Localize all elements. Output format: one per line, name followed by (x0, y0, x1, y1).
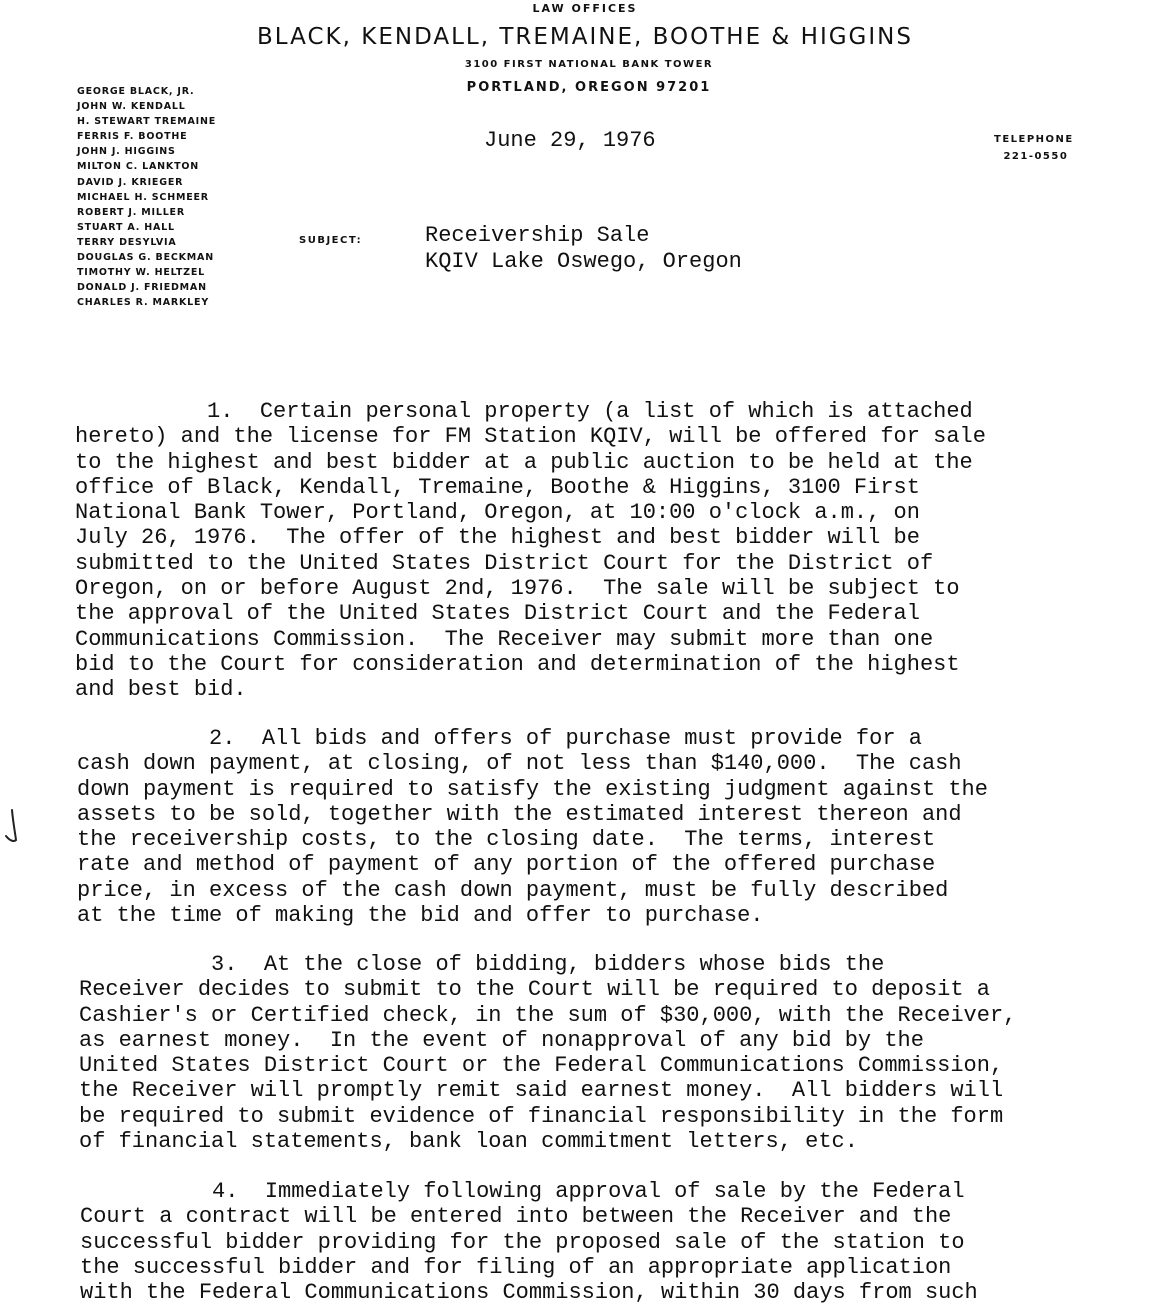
firm-address-line2: PORTLAND, OREGON 97201 (466, 80, 712, 95)
partner-list (77, 84, 216, 310)
subject-line-2: KQIV Lake Oswego, Oregon (425, 249, 742, 274)
partner-name: DAVID J. KRIEGER (77, 176, 184, 188)
firm-address-line1: 3100 FIRST NATIONAL BANK TOWER (464, 59, 714, 70)
partner-name: JOHN J. HIGGINS (77, 146, 176, 158)
partner-name: CHARLES R. MARKLEY (77, 297, 209, 309)
telephone-label: TELEPHONE (994, 134, 1074, 145)
subject-block (425, 223, 742, 275)
telephone-block (994, 131, 1074, 165)
partner-name: FERRIS F. BOOTHE (77, 131, 188, 143)
paragraph-4: 4. Immediately following approval of sale by the Federal Court a contract will be entered into between the Receiver and the successful bidder providing for the proposed sale of the station to the successful bidder and for filing of an appropriate application with the Federal Communications Commission, within 30 days from such (80, 1179, 978, 1306)
subject-label: SUBJECT: (299, 235, 363, 246)
letter-date: June 29, 1976 (484, 128, 656, 153)
partner-name: TERRY DESYLVIA (77, 236, 177, 248)
partner-name: JOHN W. KENDALL (77, 101, 186, 113)
partner-name: MILTON C. LANKTON (77, 161, 199, 173)
partner-name: H. STEWART TREMAINE (77, 116, 217, 128)
telephone-number: 221-0550 (1003, 151, 1069, 162)
partner-name: TIMOTHY W. HELTZEL (77, 267, 206, 279)
partner-name: GEORGE BLACK, JR. (77, 86, 195, 97)
partner-name: STUART A. HALL (77, 221, 175, 233)
partner-name: DONALD J. FRIEDMAN (77, 282, 207, 294)
partner-name: ROBERT J. MILLER (77, 206, 185, 218)
paragraph-2: 2. All bids and offers of purchase must provide for a cash down payment, at closing, of not less than $140,000. The cash down payment is required to satisfy the existing judgment against the assets to be sold, together with the estimated interest thereon and the receivership costs, to the closing date. The terms, interest rate and method of payment of any portion of the offered purchase price, in excess of the cash down payment, must be fully described at the time of making the bid and offer to purchase. (77, 726, 988, 929)
subject-line-1: Receivership Sale (425, 223, 650, 248)
partner-name: MICHAEL H. SCHMEER (77, 191, 209, 203)
law-offices-heading: LAW OFFICES (532, 2, 638, 15)
margin-check-mark-icon (2, 808, 22, 848)
paragraph-1: 1. Certain personal property (a list of which is attached hereto) and the license for FM Station KQIV, will be offered for sale to the highest and best bidder at a public auction to be held at the office of Black, Kendall, Tremaine, Boothe & Higgins, 3100 First National Bank Tower, Portland, Oregon, at 10:00 o'clock a.m., on July 26, 1976. The offer of the highest and best bidder will be submitted to the United States District Court for the District of Oregon, on or before August 2nd, 1976. The sale will be subject to the approval of the United States District Court and the Federal Communications Commission. The Receiver may submit more than one bid to the Court for consideration and determination of the highest and best bid. (75, 399, 986, 703)
paragraph-3: 3. At the close of bidding, bidders whose bids the Receiver decides to submit to the Court will be required to deposit a Cashier's or Certified check, in the sum of $30,000, with the Receiver, as earnest money. In the event of nonapproval of any bid by the United States District Court or the Federal Communications Commission, the Receiver will promptly remit said earnest money. All bidders will be required to submit evidence of financial responsibility in the form of financial statements, bank loan commitment letters, etc. (79, 952, 1017, 1155)
partner-name: DOUGLAS G. BECKMAN (77, 252, 214, 264)
firm-name: BLACK, KENDALL, TREMAINE, BOOTHE & HIGGINS (257, 24, 913, 50)
